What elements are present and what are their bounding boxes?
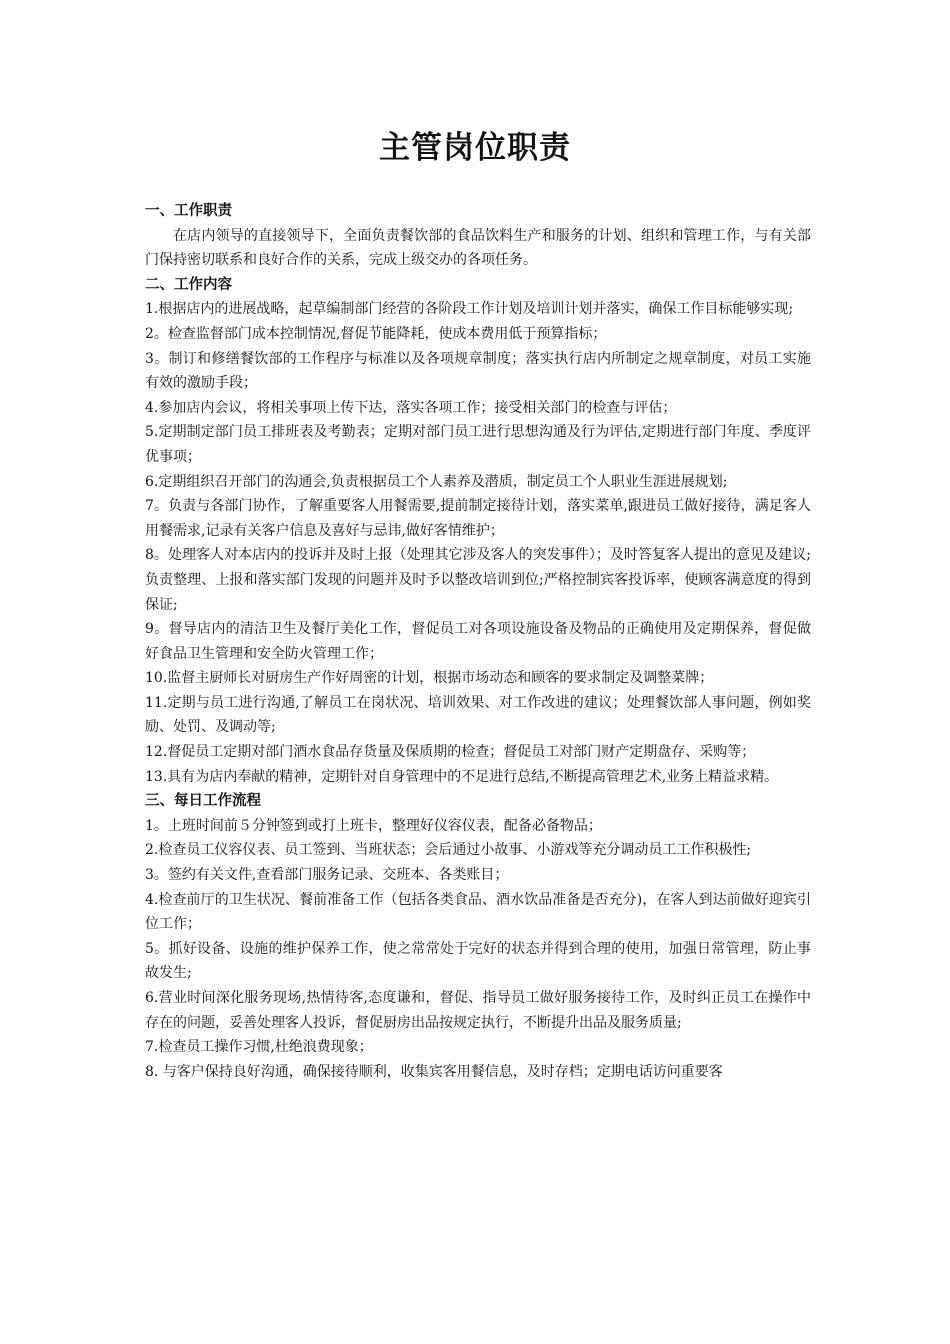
list-item: 2。检查监督部门成本控制情况,督促节能降耗，使成本费用低于预算指标； xyxy=(145,325,607,342)
list-item: 2.检查员工仪容仪表、员工签到、当班状态；会后通过小故事、小游戏等充分调动员工工作积极性; xyxy=(145,842,752,859)
section-heading-work-content: 二、工作内容 xyxy=(145,276,232,293)
list-item: 13.具有为店内奉献的精神，定期针对自身管理中的不足进行总结,不断提高管理艺术,业务上精益求精。 xyxy=(145,768,779,785)
document-body xyxy=(145,199,811,1084)
list-item: 6.定期组织召开部门的沟通会,负责根据员工个人素养及潜质，制定员工个人职业生涯进展规划; xyxy=(145,473,728,490)
list-item: 9。督导店内的清洁卫生及餐厅美化工作，督促员工对各项设施设备及物品的正确使用及定期保养，督促做好食品卫生管理和安全防火管理工作； xyxy=(145,621,811,662)
list-item: 3。签约有关文件,查看部门服务记录、交班本、各类账目； xyxy=(145,867,509,884)
list-item: 8. 与客户保持良好沟通，确保接待顺利，收集宾客用餐信息，及时存档；定期电话访问重要客 xyxy=(145,1063,723,1080)
list-item: 7。负责与各部门协作，了解重要客人用餐需要,提前制定接待计划，落实菜单,跟进员工做好接待，满足客人用餐需求,记录有关客户信息及喜好与忌讳,做好客情维护； xyxy=(145,498,811,539)
list-item: 11.定期与员工进行沟通,了解员工在岗状况、培训效果、对工作改进的建议；处理餐饮部人事问题，例如奖励、处罚、及调动等; xyxy=(145,694,811,736)
section-heading-daily-workflow: 三、每日工作流程 xyxy=(145,793,261,810)
list-item: 4.参加店内会议，将相关事项上传下达，落实各项工作；接受相关部门的检查与评估； xyxy=(145,399,677,416)
list-item: 10.监督主厨师长对厨房生产作好周密的计划，根据市场动态和顾客的要求制定及调整菜牌； xyxy=(145,670,714,687)
list-item: 3。制订和修缮餐饮部的工作程序与标准以及各项规章制度；落实执行店内所制定之规章制度，对员工实施有效的激励手段； xyxy=(145,350,811,392)
duties-paragraph: 在店内领导的直接领导下，全面负责餐饮部的食品饮料生产和服务的计划、组织和管理工作，与有关部门保持密切联系和良好合作的关系，完成上级交办的各项任务。 xyxy=(145,227,811,269)
list-item: 4.检查前厅的卫生状况、餐前准备工作（包括各类食品、酒水饮品准备是否充分)，在客人到达前做好迎宾引位工作； xyxy=(145,891,811,933)
page-title: 主管岗位职责 xyxy=(379,130,571,166)
list-item: 5.定期制定部门员工排班表及考勤表；定期对部门员工进行思想沟通及行为评估,定期进行部门年度、季度评优事项； xyxy=(145,424,811,465)
list-item: 1.根据店内的进展战略，起草编制部门经营的各阶段工作计划及培训计划并落实，确保工作目标能够实现; xyxy=(145,301,794,318)
list-item: 12.督促员工定期对部门酒水食品存货量及保质期的检查；督促员工对部门财产定期盘存、采购等； xyxy=(145,744,756,761)
list-item: 7.检查员工操作习惯,杜绝浪费现象； xyxy=(145,1039,373,1056)
list-item: 6.营业时间深化服务现场,热情待客,态度谦和，督促、指导员工做好服务接待工作，及时纠正员工在操作中存在的问题，妥善处理客人投诉，督促厨房出品按规定执行，不断提升出品及服务质量; xyxy=(145,990,811,1031)
section-heading-duties: 一、工作职责 xyxy=(145,203,232,219)
list-item: 5。抓好设备、设施的维护保养工作，使之常常处于完好的状态并得到合理的使用，加强日常管理，防止事故发生; xyxy=(145,940,811,982)
list-item: 8。处理客人对本店内的投诉并及时上报（处理其它涉及客人的突发事件）；及时答复客人提出的意见及建议;负责整理、上报和落实部门发现的问题并及时予以整改培训到位;严格控制宾客投诉率，使顾客满意度的得到保证; xyxy=(145,547,811,613)
list-item: 1。上班时间前５分钟签到或打上班卡，整理好仪容仪表，配备必备物品； xyxy=(145,817,602,834)
